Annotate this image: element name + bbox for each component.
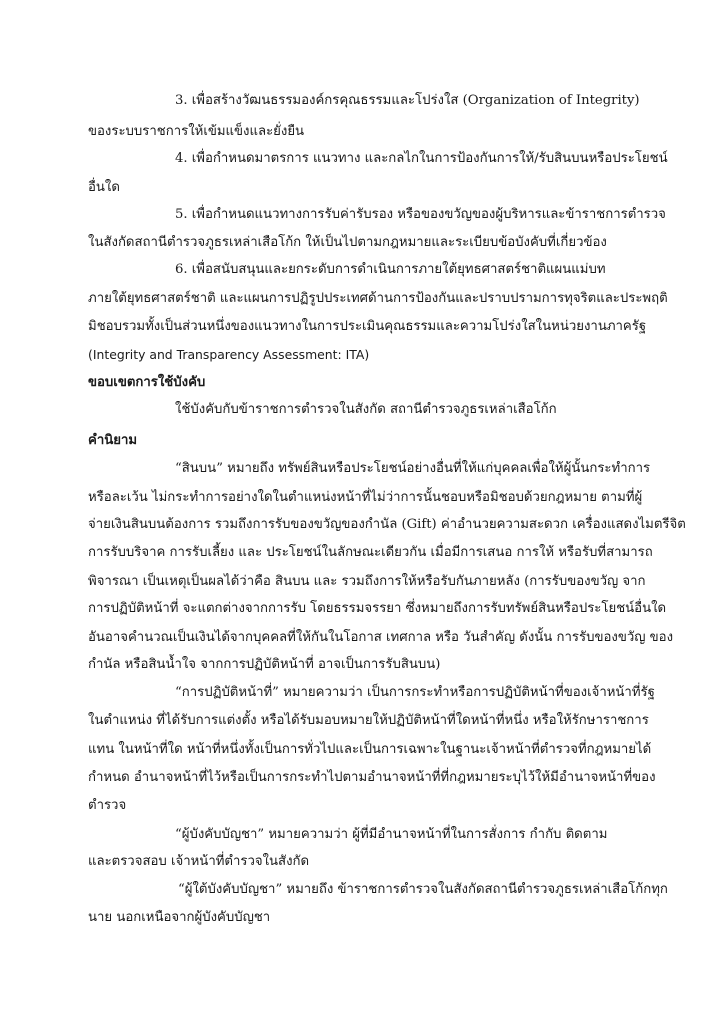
objective-5-line-2: ในสังกัดสถานีตำรวจภูธรเหล่าเสือโก้ก ให้เป็นไปตามกฎหมายและระเบียบข้อบังคับที่เกี่ยวข้อง	[88, 235, 607, 250]
definition-duty-line: ในตำแหน่ง ที่ได้รับการแต่งตั้ง หรือได้รับมอบหมายให้ปฏิบัติหน้าที่ใดหน้าที่หนึ่ง หรือให้รักษาราชการ	[88, 713, 649, 728]
definition-subordinate-line: “ผู้ใต้บังคับบัญชา” หมายถึง ข้าราชการตำรวจในสังกัดสถานีตำรวจภูธรเหล่าเสือโก้กทุก	[178, 882, 668, 897]
objective-5-line-1: 5. เพื่อกำหนดแนวทางการรับค่ารับรอง หรือของขวัญของผู้บริหารและข้าราชการตำรวจ	[175, 207, 666, 222]
definitions-heading: คำนิยาม	[88, 433, 138, 448]
objective-3-line-2: ของระบบราชการให้เข้มแข็งและยั่งยืน	[88, 124, 305, 139]
definition-bribe-line: หรือละเว้น ไม่กระทำการอย่างใดในตำแหน่งหน้าที่ไม่ว่าการนั้นชอบหรือมิชอบด้วยกฎหมาย ตามที่ผู้	[88, 490, 643, 505]
definition-bribe-line: อันอาจคำนวณเป็นเงินได้จากบุคคลที่ให้กันในโอกาส เทศกาล หรือ วันสำคัญ ดังนั้น การรับของขวัญ ของ	[88, 630, 674, 645]
definition-subordinate-line: นาย นอกเหนือจากผู้บังคับบัญชา	[88, 910, 271, 925]
definition-bribe-line: พิจารณา เป็นเหตุเป็นผลได้ว่าคือ สินบน และ รวมถึงการให้หรือรับกันภายหลัง (การรับของขวัญ จาก	[88, 574, 646, 589]
definition-duty-line: “การปฏิบัติหน้าที่” หมายความว่า เป็นการกระทำหรือการปฏิบัติหน้าที่ของเจ้าหน้าที่รัฐ	[175, 685, 655, 700]
definition-commander-line: “ผู้บังคับบัญชา” หมายความว่า ผู้ที่มีอำนาจหน้าที่ในการสั่งการ กำกับ ติดตาม	[175, 827, 608, 842]
definition-duty-line: กำหนด อำนาจหน้าที่ไว้หรือเป็นการกระทำไปตามอำนาจหน้าที่ที่กฎหมายระบุไว้ให้มีอำนาจหน้าที่ของ	[88, 770, 656, 785]
definition-bribe-line: การปฏิบัติหน้าที่ จะแตกต่างจากการรับ โดยธรรมจรรยา ซึ่งหมายถึงการรับทรัพย์สินหรือประโยชน์อื่นใด	[88, 601, 667, 616]
objective-3-line-1: 3. เพื่อสร้างวัฒนธรรมองค์กรคุณธรรมและโปร่งใส (Organization of Integrity)	[175, 93, 640, 108]
objective-6-line-2: ภายใต้ยุทธศาสตร์ชาติ และแผนการปฏิรูปประเทศด้านการป้องกันและปราบปรามการทุจริตและประพฤติ	[88, 291, 668, 306]
objective-4-line-2: อื่นใด	[88, 180, 120, 195]
definition-bribe-line: จ่ายเงินสินบนต้องการ รวมถึงการรับของขวัญของกำนัล (Gift) ค่าอำนวยความสะดวก เครื่องแสดงไมตรีจิต	[88, 517, 686, 532]
definition-commander-line: และตรวจสอบ เจ้าหน้าที่ตำรวจในสังกัด	[88, 854, 310, 869]
objective-6-line-1: 6. เพื่อสนับสนุนและยกระดับการดำเนินการภายใต้ยุทธศาสตร์ชาติแผนแม่บท	[175, 262, 606, 277]
scope-text: ใช้บังคับกับข้าราชการตำรวจในสังกัด สถานีตำรวจภูธรเหล่าเสือโก้ก	[175, 402, 557, 417]
definition-duty-line: ตำรวจ	[88, 798, 127, 813]
scope-heading: ขอบเขตการใช้บังคับ	[88, 375, 206, 390]
definition-bribe-line: “สินบน” หมายถึง ทรัพย์สินหรือประโยชน์อย่างอื่นที่ให้แก่บุคคลเพื่อให้ผู้นั้นกระทำการ	[175, 461, 651, 476]
objective-6-line-4: (Integrity and Transparency Assessment: ITA)	[88, 347, 370, 362]
definition-duty-line: แทน ในหน้าที่ใด หน้าที่หนึ่งทั้งเป็นการทั่วไปและเป็นการเฉพาะในฐานะเจ้าหน้าที่ตำรวจที่กฎหมายได้	[88, 742, 652, 757]
definition-bribe-line: การรับบริจาค การรับเลี้ยง และ ประโยชน์ในลักษณะเดียวกัน เมื่อมีการเสนอ การให้ หรือรับที่สามารถ	[88, 545, 653, 560]
objective-6-line-3: มิชอบรวมทั้งเป็นส่วนหนึ่งของแนวทางในการประเมินคุณธรรมและความโปร่งใสในหน่วยงานภาครัฐ	[88, 319, 647, 334]
definition-bribe-line: กำนัล หรือสินน้ำใจ จากการปฏิบัติหน้าที่ อาจเป็นการรับสินบน)	[88, 657, 441, 672]
objective-4-line-1: 4. เพื่อกำหนดมาตรการ แนวทาง และกลไกในการป้องกันการให้/รับสินบนหรือประโยชน์	[175, 151, 668, 166]
